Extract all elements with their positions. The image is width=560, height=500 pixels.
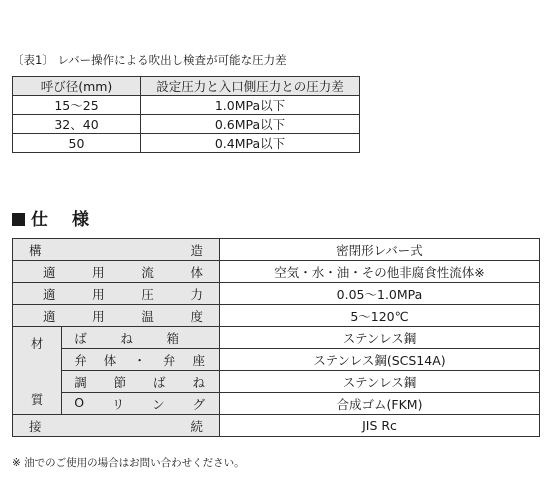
spec-label: 適 用 流 体 [13, 261, 220, 283]
spec-value: 5〜120℃ [220, 305, 540, 327]
table-row [13, 115, 360, 134]
spec-value: 合成ゴム(FKM) [220, 393, 540, 415]
cell-diameter: 32、40 [13, 115, 141, 134]
table-row [13, 96, 360, 115]
cell-pressure: 0.4MPa以下 [141, 134, 360, 153]
spec-row-connection [13, 415, 540, 437]
spec-label-material: 材 質 [13, 327, 62, 415]
footnote: ※ 油でのご使用の場合はお問い合わせください。 [12, 457, 245, 469]
spec-row-temperature [13, 305, 540, 327]
header-pressure-difference: 設定圧力と入口側圧力との圧力差 [141, 77, 360, 96]
table-row [13, 134, 360, 153]
section-title: 仕 様 [12, 205, 89, 230]
spec-row-material-1 [13, 327, 540, 349]
spec-table [12, 238, 540, 437]
spec-row-pressure [13, 283, 540, 305]
spec-row-material-2 [13, 349, 540, 371]
cell-pressure: 1.0MPa以下 [141, 96, 360, 115]
table1-caption: 〔表1〕 レバー操作による吹出し検査が可能な圧力差 [12, 53, 287, 67]
spec-value: ステンレス鋼 [220, 327, 540, 349]
spec-label: 適 用 温 度 [13, 305, 220, 327]
spec-label: 適 用 圧 力 [13, 283, 220, 305]
spec-row-fluid [13, 261, 540, 283]
spec-value: ステンレス鋼(SCS14A) [220, 349, 540, 371]
cell-pressure: 0.6MPa以下 [141, 115, 360, 134]
spec-value: 空気・水・油・その他非腐食性流体※ [220, 261, 540, 283]
spec-row-material-3 [13, 371, 540, 393]
spec-label: 構 造 [13, 239, 220, 261]
spec-row-material-4 [13, 393, 540, 415]
header-nominal-diameter: 呼び径(mm) [13, 77, 141, 96]
spec-row-construction [13, 239, 540, 261]
spec-value: JIS Rc [220, 415, 540, 437]
cell-diameter: 50 [13, 134, 141, 153]
spec-value: 0.05〜1.0MPa [220, 283, 540, 305]
spec-sublabel: 調 節 ば ね [62, 371, 220, 393]
spec-sublabel: ば ね 箱 [62, 327, 220, 349]
pressure-difference-table [12, 76, 360, 153]
cell-diameter: 15〜25 [13, 96, 141, 115]
table-header-row [13, 77, 360, 96]
square-bullet-icon [12, 213, 25, 226]
spec-value: ステンレス鋼 [220, 371, 540, 393]
spec-value: 密閉形レバー式 [220, 239, 540, 261]
spec-sublabel: 弁 体 ・ 弁 座 [62, 349, 220, 371]
spec-label: 接 続 [13, 415, 220, 437]
spec-sublabel: O リ ン グ [62, 393, 220, 415]
